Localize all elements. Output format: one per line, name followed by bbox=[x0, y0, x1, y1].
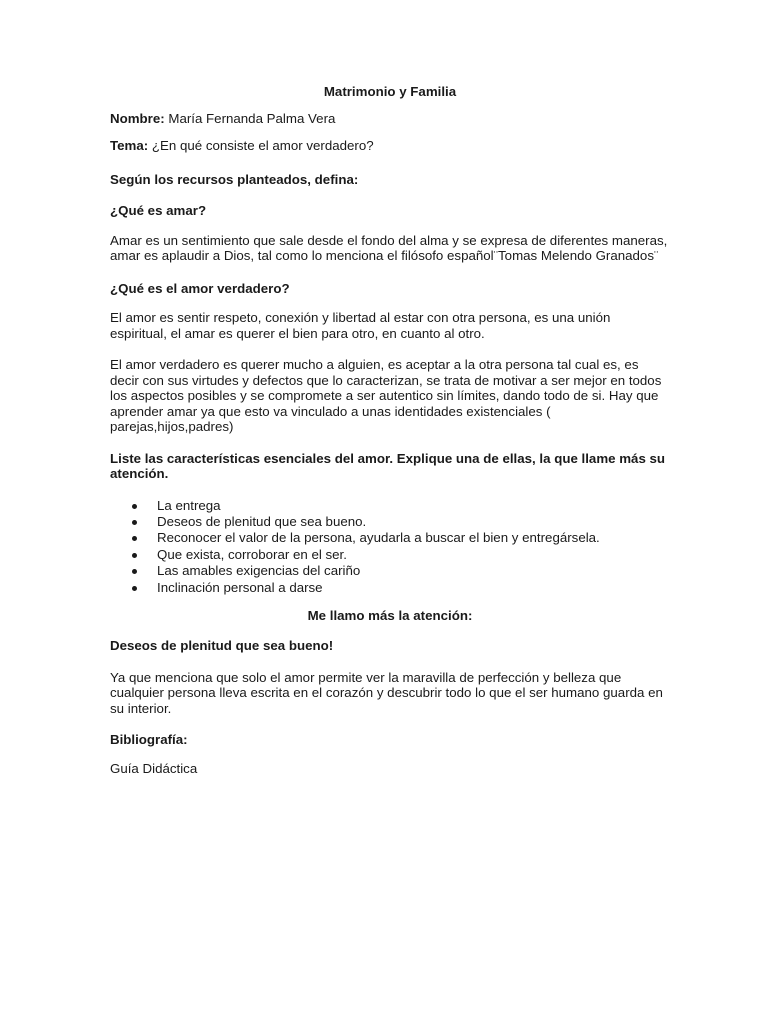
q1-answer: Amar es un sentimiento que sale desde el fondo del alma y se expresa de diferentes maneras, amar es aplaudir a Dios, tal como lo menciona el filósofo español¨Tomas Melendo Granados¨ bbox=[110, 232, 668, 263]
tema-value: ¿En qué consiste el amor verdadero? bbox=[148, 138, 374, 153]
list-item-text: Reconocer el valor de la persona, ayudarla a buscar el bien y entregársela. bbox=[157, 530, 600, 546]
bullet-icon bbox=[132, 553, 137, 558]
list-item-text: Inclinación personal a darse bbox=[157, 579, 323, 595]
list-item bbox=[110, 514, 670, 530]
list-item bbox=[110, 498, 670, 514]
list-item-text: Deseos de plenitud que sea bueno. bbox=[157, 513, 367, 529]
list-item bbox=[110, 563, 670, 579]
list-item-text: Que exista, corroborar en el ser. bbox=[157, 546, 347, 562]
q2-answer-1: El amor es sentir respeto, conexión y libertad al estar con otra persona, es una unión espiritual, el amar es querer el bien para otro, en cuanto al otro. bbox=[110, 310, 611, 341]
nombre-label: Nombre: bbox=[110, 110, 165, 126]
tema-label: Tema: bbox=[110, 138, 149, 153]
q2-answer-2: El amor verdadero es querer mucho a alguien, es aceptar a la otra persona tal cual es, es decir con sus virtudes y defectos que lo caracterizan, se trata de motivar a ser mejor en todos los aspectos posibles y se compromete a ser autentico sin límites, dando todo de si. Hay que aprender amar ya que esto va vinculado a unas identidades existenciales ( parejas,hijos,padres) bbox=[110, 357, 662, 434]
attention-heading: Me llamo más la atención: bbox=[307, 607, 473, 623]
list-item bbox=[110, 580, 670, 596]
list-item-text: La entrega bbox=[157, 497, 221, 513]
q1-heading: ¿Qué es amar? bbox=[110, 203, 207, 218]
tema-line bbox=[110, 138, 670, 154]
characteristics-list bbox=[110, 498, 670, 596]
nombre-value: María Fernanda Palma Vera bbox=[164, 110, 336, 126]
chosen-heading: Deseos de plenitud que sea bueno! bbox=[110, 638, 334, 654]
bullet-icon bbox=[132, 536, 137, 541]
bullet-icon bbox=[132, 520, 137, 525]
q2-heading: ¿Qué es el amor verdadero? bbox=[110, 280, 290, 296]
chosen-explanation: Ya que menciona que solo el amor permite ver la maravilla de perfección y belleza que cualquier persona lleva escrita en el corazón y descubrir todo lo que el ser humano guarda en su interior. bbox=[110, 669, 663, 716]
document-title: Matrimonio y Familia bbox=[323, 84, 457, 99]
bibliography-heading: Bibliografía: bbox=[110, 732, 188, 748]
q3-heading: Liste las características esenciales del amor. Explique una de ellas, la que llame más su atención. bbox=[110, 450, 666, 481]
bibliography-entry: Guía Didáctica bbox=[110, 760, 198, 776]
bullet-icon bbox=[132, 504, 137, 509]
list-item bbox=[110, 547, 670, 563]
intro-heading: Según los recursos planteados, defina: bbox=[110, 171, 359, 187]
bullet-icon bbox=[132, 569, 137, 574]
list-item bbox=[110, 530, 670, 546]
bullet-icon bbox=[132, 586, 137, 591]
document-page bbox=[110, 84, 670, 793]
list-item-text: Las amables exigencias del cariño bbox=[157, 563, 361, 579]
nombre-line bbox=[110, 111, 670, 127]
